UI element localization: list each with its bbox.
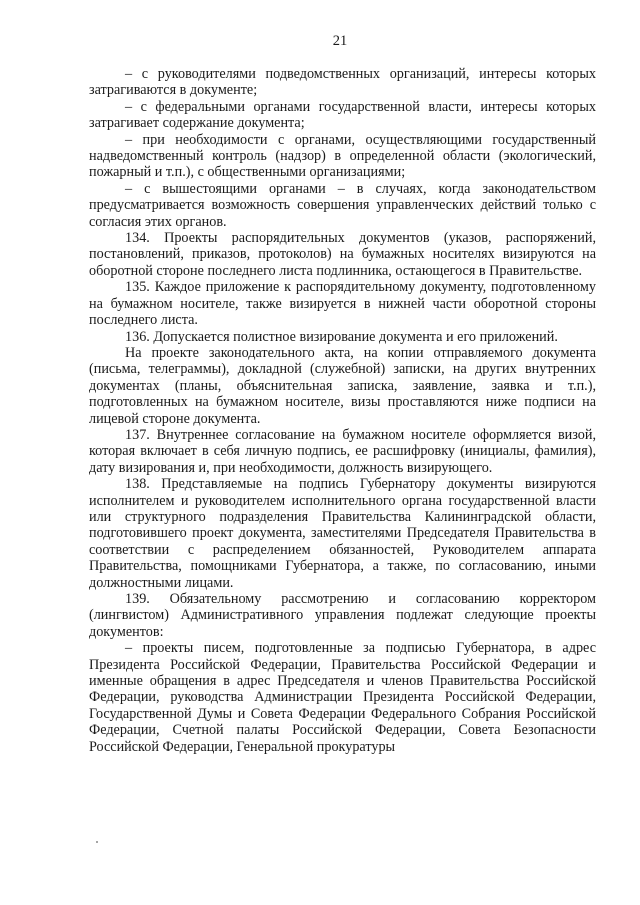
- paragraph-item-137: 137. Внутреннее согласование на бумажном носителе оформляется визой, которая включает в себя личную подпись, ее расшифровку (инициалы, фамилия), дату визирования и, при необходимости, должность визирующего.: [89, 426, 596, 476]
- paragraph-item-135: 135. Каждое приложение к распорядительному документу, подготовленному на бумажном носителе, также визируется в нижней части оборотной стороны последнего листа.: [89, 279, 596, 329]
- paragraph-higher-bodies: – с вышестоящими органами – в случаях, когда законодательством предусматривается возможность совершения управленческих действий только с согласия этих органов.: [89, 180, 596, 230]
- paragraph-subordinate-organizations: – с руководителями подведомственных организаций, интересы которых затрагиваются в документе;: [89, 66, 596, 99]
- paragraph-supervisory-bodies: – при необходимости с органами, осуществляющими государственный надведомственный контроль (надзор) в определенной области (экологический, пожарный и т.п.), с общественными организациями;: [89, 131, 596, 181]
- paragraph-item-138: 138. Представляемые на подпись Губернатору документы визируются исполнителем и руководителем исполнительного органа государственной власти или структурного подразделения Правительства Калининградской области, подготовившего проект документа, заместителями Председателя Правительства в соответствии с распределением обязанностей, Руководителем аппарата Правительства, помощниками Губернатора, а также, по согласованию, иными должностными лицами.: [89, 476, 596, 591]
- paragraph-legislative-draft: На проекте законодательного акта, на копии отправляемого документа (письма, телеграммы), докладной (служебной) записки, на других внутренних документах (планы, объяснительная записка, заявление, заявка и т.п.), подготовленных на бумажном носителе, визы проставляются ниже подписи на лицевой стороне документа.: [89, 344, 596, 427]
- document-body: [89, 66, 596, 755]
- paragraph-item-136: 136. Допускается полистное визирование документа и его приложений.: [125, 328, 558, 345]
- paragraph-federal-authorities: – с федеральными органами государственной власти, интересы которых затрагивает содержание документа;: [89, 98, 596, 132]
- page-number: 21: [332, 33, 348, 49]
- paragraph-item-139: 139. Обязательному рассмотрению и согласованию корректором (лингвистом) Административного управления подлежат следующие проекты документов:: [89, 591, 596, 640]
- paragraph-item-134: 134. Проекты распорядительных документов (указов, распоряжений, постановлений, приказов, протоколов) на бумажных носителях визируются на оборотной стороне последнего листа подлинника, остающегося в Правительстве.: [89, 230, 596, 279]
- scan-speck: [96, 841, 98, 843]
- paragraph-letters-to-president: – проекты писем, подготовленные за подписью Губернатора, в адрес Президента Российской Федерации, Правительства Российской Федерации и именные обращения в адрес Председателя и членов Правительства Российской Федерации, руководства Администрации Президента Российской Федерации, Государственной Думы и Совета Федерации Федерального Собрания Российской Федерации, Счетной палаты Российской Федерации, Совета Безопасности Российской Федерации, Генеральной прокуратуры: [89, 640, 596, 755]
